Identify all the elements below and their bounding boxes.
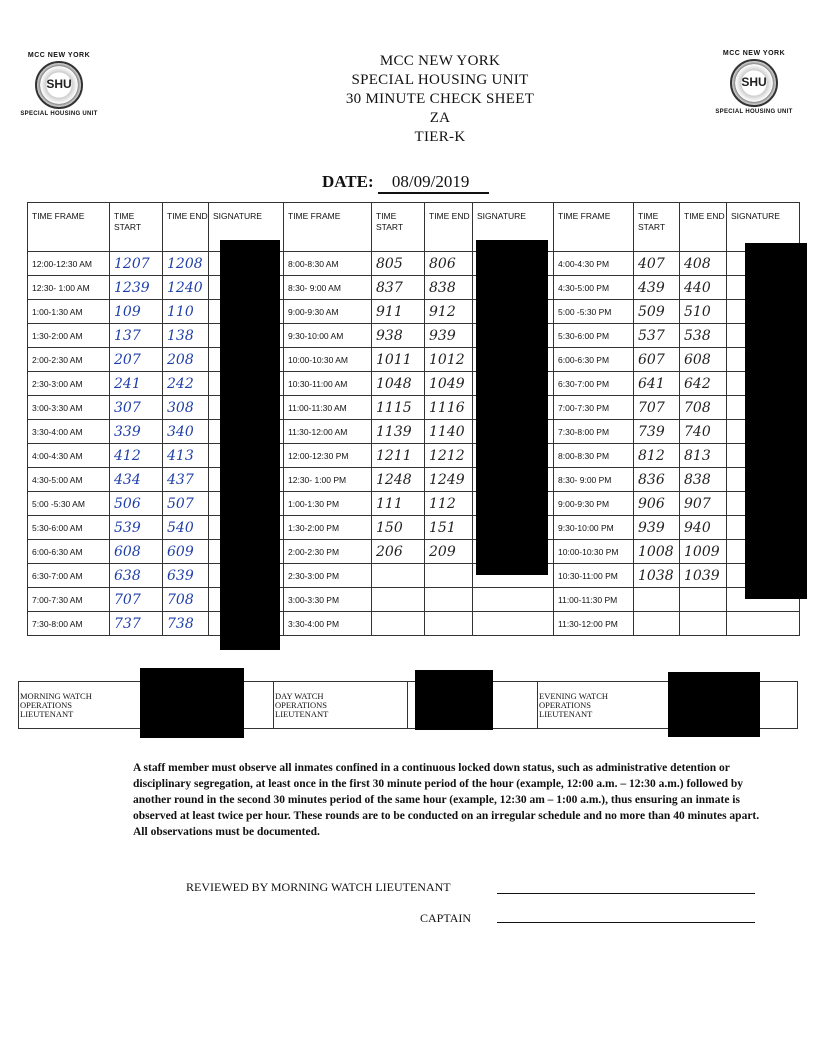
time-frame-cell: 2:30-3:00 AM xyxy=(28,372,110,396)
col-time-start: TIME START xyxy=(634,203,680,252)
time-start-cell: 1239 xyxy=(110,276,163,300)
time-end-cell: 609 xyxy=(163,540,209,564)
time-start-cell: 339 xyxy=(110,420,163,444)
shu-logo-right xyxy=(710,50,798,115)
time-frame-cell: 10:00-10:30 PM xyxy=(554,540,634,564)
time-end-cell: 440 xyxy=(680,276,727,300)
time-frame-cell: 6:00-6:30 AM xyxy=(28,540,110,564)
time-start-cell: 812 xyxy=(634,444,680,468)
time-start-cell: 737 xyxy=(110,612,163,636)
time-end-cell: 838 xyxy=(425,276,473,300)
seal-icon xyxy=(35,61,83,109)
time-end-cell: 507 xyxy=(163,492,209,516)
time-start-cell: 439 xyxy=(634,276,680,300)
time-frame-cell: 3:30-4:00 PM xyxy=(284,612,372,636)
time-frame-cell: 8:00-8:30 PM xyxy=(554,444,634,468)
table-body xyxy=(28,252,800,636)
time-frame-cell: 2:00-2:30 AM xyxy=(28,348,110,372)
signature-cell xyxy=(473,588,554,612)
time-frame-cell: 11:30-12:00 PM xyxy=(554,612,634,636)
time-start-cell: 608 xyxy=(110,540,163,564)
time-frame-cell: 12:30- 1:00 AM xyxy=(28,276,110,300)
time-end-cell xyxy=(425,588,473,612)
time-start-cell: 1048 xyxy=(372,372,425,396)
time-frame-cell: 7:00-7:30 PM xyxy=(554,396,634,420)
time-end-cell: 1012 xyxy=(425,348,473,372)
table-row xyxy=(28,540,800,564)
time-end-cell: 110 xyxy=(163,300,209,324)
time-end-cell: 437 xyxy=(163,468,209,492)
redacted-day-signature xyxy=(415,670,493,730)
time-start-cell: 707 xyxy=(634,396,680,420)
time-frame-cell: 10:00-10:30 AM xyxy=(284,348,372,372)
logo-top-text: MCC NEW YORK xyxy=(27,52,91,59)
time-end-cell: 912 xyxy=(425,300,473,324)
time-frame-cell: 7:30-8:00 PM xyxy=(554,420,634,444)
captain-label: CAPTAIN xyxy=(420,911,472,925)
header-unit: ZA xyxy=(429,110,451,126)
time-end-cell: 1208 xyxy=(163,252,209,276)
time-end-cell: 510 xyxy=(680,300,727,324)
time-frame-cell: 6:30-7:00 PM xyxy=(554,372,634,396)
time-end-cell: 308 xyxy=(163,396,209,420)
day-watch-label-cell xyxy=(273,682,408,728)
logo-bottom-text: SPECIAL HOUSING UNIT xyxy=(20,111,98,117)
time-end-cell: 208 xyxy=(163,348,209,372)
table-row xyxy=(28,252,800,276)
time-start-cell: 137 xyxy=(110,324,163,348)
table-header-row xyxy=(28,203,800,252)
header-line-2: SPECIAL HOUSING UNIT xyxy=(351,72,529,88)
time-start-cell: 837 xyxy=(372,276,425,300)
table-row xyxy=(28,396,800,420)
time-frame-cell: 12:00-12:30 AM xyxy=(28,252,110,276)
time-frame-cell: 3:00-3:30 PM xyxy=(284,588,372,612)
time-end-cell: 907 xyxy=(680,492,727,516)
time-start-cell: 307 xyxy=(110,396,163,420)
time-end-cell: 242 xyxy=(163,372,209,396)
time-end-cell: 540 xyxy=(163,516,209,540)
time-start-cell: 412 xyxy=(110,444,163,468)
signature-cell xyxy=(727,612,800,636)
time-frame-cell: 6:00-6:30 PM xyxy=(554,348,634,372)
time-start-cell: 906 xyxy=(634,492,680,516)
logo-bottom-text: SPECIAL HOUSING UNIT xyxy=(715,109,793,115)
time-frame-cell: 9:30-10:00 PM xyxy=(554,516,634,540)
redacted-signature-2 xyxy=(476,240,548,575)
time-start-cell: 434 xyxy=(110,468,163,492)
time-frame-cell: 4:00-4:30 PM xyxy=(554,252,634,276)
table-row xyxy=(28,612,800,636)
time-end-cell: 408 xyxy=(680,252,727,276)
time-start-cell: 407 xyxy=(634,252,680,276)
time-frame-cell: 4:30-5:00 AM xyxy=(28,468,110,492)
time-start-cell: 638 xyxy=(110,564,163,588)
seal-text: SHU xyxy=(741,75,767,89)
time-end-cell: 838 xyxy=(680,468,727,492)
redacted-signature-1 xyxy=(220,240,280,650)
col-signature: SIGNATURE xyxy=(473,203,554,252)
time-start-cell: 641 xyxy=(634,372,680,396)
time-start-cell: 506 xyxy=(110,492,163,516)
time-frame-cell: 4:00-4:30 AM xyxy=(28,444,110,468)
time-start-cell xyxy=(372,564,425,588)
time-end-cell: 806 xyxy=(425,252,473,276)
time-start-cell: 939 xyxy=(634,516,680,540)
time-start-cell: 509 xyxy=(634,300,680,324)
time-end-cell: 1009 xyxy=(680,540,727,564)
time-frame-cell: 8:30- 9:00 AM xyxy=(284,276,372,300)
time-frame-cell: 11:00-11:30 AM xyxy=(284,396,372,420)
date-value: 08/09/2019 xyxy=(378,172,489,194)
time-frame-cell: 10:30-11:00 AM xyxy=(284,372,372,396)
time-start-cell: 707 xyxy=(110,588,163,612)
time-end-cell: 1140 xyxy=(425,420,473,444)
time-start-cell: 109 xyxy=(110,300,163,324)
header-tier: TIER-K xyxy=(414,129,466,145)
col-signature: SIGNATURE xyxy=(209,203,284,252)
time-frame-cell: 5:00 -5:30 AM xyxy=(28,492,110,516)
shu-logo-left xyxy=(15,52,103,117)
time-frame-cell: 11:00-11:30 PM xyxy=(554,588,634,612)
time-end-cell: 1249 xyxy=(425,468,473,492)
time-end-cell: 151 xyxy=(425,516,473,540)
col-time-frame: TIME FRAME xyxy=(28,203,110,252)
evening-watch-label: EVENING WATCH OPERATIONS LIEUTENANT xyxy=(539,691,609,719)
time-frame-cell: 12:30- 1:00 PM xyxy=(284,468,372,492)
table-row xyxy=(28,372,800,396)
morning-watch-label: MORNING WATCH OPERATIONS LIEUTENANT xyxy=(20,691,92,719)
time-end-cell: 642 xyxy=(680,372,727,396)
time-frame-cell: 1:30-2:00 PM xyxy=(284,516,372,540)
table-row xyxy=(28,516,800,540)
time-start-cell xyxy=(634,588,680,612)
time-frame-cell: 4:30-5:00 PM xyxy=(554,276,634,300)
col-time-end: TIME END xyxy=(425,203,473,252)
time-frame-cell: 9:30-10:00 AM xyxy=(284,324,372,348)
time-frame-cell: 3:30-4:00 AM xyxy=(28,420,110,444)
time-end-cell: 1116 xyxy=(425,396,473,420)
time-start-cell: 206 xyxy=(372,540,425,564)
col-time-start: TIME START xyxy=(110,203,163,252)
time-end-cell xyxy=(680,612,727,636)
time-start-cell: 207 xyxy=(110,348,163,372)
time-frame-cell: 3:00-3:30 AM xyxy=(28,396,110,420)
table-row xyxy=(28,468,800,492)
time-frame-cell: 10:30-11:00 PM xyxy=(554,564,634,588)
time-frame-cell: 8:30- 9:00 PM xyxy=(554,468,634,492)
time-end-cell: 639 xyxy=(163,564,209,588)
time-start-cell: 1207 xyxy=(110,252,163,276)
table-row xyxy=(28,588,800,612)
time-start-cell: 241 xyxy=(110,372,163,396)
time-frame-cell: 9:00-9:30 PM xyxy=(554,492,634,516)
table-row xyxy=(28,348,800,372)
time-start-cell: 1011 xyxy=(372,348,425,372)
reviewed-label: REVIEWED BY MORNING WATCH LIEUTENANT xyxy=(186,880,451,894)
col-time-frame: TIME FRAME xyxy=(284,203,372,252)
col-time-frame: TIME FRAME xyxy=(554,203,634,252)
policy-notice: A staff member must observe all inmates confined in a continuous locked down status, such as administrative detention or disciplinary segregation, at least once in the first 30 minute period of the hour (example, 12:00 a.m. – 12:30 a.m.) followed by another round in the second 30 minutes period of the same hour (example, 12:30 am – 1:00 a.m.), thus ensuring an inmate is observed at least twice per hour. These rounds are to be conducted on an irregular schedule and no more than 40 minutes apart. All observations must be documented. xyxy=(133,762,760,838)
time-end-cell: 1240 xyxy=(163,276,209,300)
table-row xyxy=(28,300,800,324)
seal-text: SHU xyxy=(46,77,72,91)
seal-icon xyxy=(730,59,778,107)
table-row xyxy=(28,492,800,516)
time-end-cell: 740 xyxy=(680,420,727,444)
time-frame-cell: 5:00 -5:30 PM xyxy=(554,300,634,324)
time-end-cell: 538 xyxy=(680,324,727,348)
time-frame-cell: 1:00-1:30 AM xyxy=(28,300,110,324)
time-end-cell: 413 xyxy=(163,444,209,468)
time-frame-cell: 7:00-7:30 AM xyxy=(28,588,110,612)
time-end-cell: 939 xyxy=(425,324,473,348)
time-end-cell: 708 xyxy=(680,396,727,420)
col-time-end: TIME END xyxy=(163,203,209,252)
time-frame-cell: 12:00-12:30 PM xyxy=(284,444,372,468)
time-end-cell xyxy=(680,588,727,612)
time-end-cell: 708 xyxy=(163,588,209,612)
page-header xyxy=(300,52,580,147)
header-line-3: 30 MINUTE CHECK SHEET xyxy=(345,91,535,107)
time-end-cell: 940 xyxy=(680,516,727,540)
time-frame-cell: 1:00-1:30 PM xyxy=(284,492,372,516)
table-row xyxy=(28,420,800,444)
time-frame-cell: 7:30-8:00 AM xyxy=(28,612,110,636)
time-frame-cell: 11:30-12:00 AM xyxy=(284,420,372,444)
time-start-cell: 739 xyxy=(634,420,680,444)
table-row xyxy=(28,444,800,468)
redacted-evening-signature xyxy=(668,672,760,737)
redacted-morning-signature xyxy=(140,668,244,738)
time-frame-cell: 5:30-6:00 PM xyxy=(554,324,634,348)
date-row xyxy=(322,172,489,194)
time-start-cell: 1008 xyxy=(634,540,680,564)
time-frame-cell: 1:30-2:00 AM xyxy=(28,324,110,348)
time-end-cell: 340 xyxy=(163,420,209,444)
time-start-cell: 1248 xyxy=(372,468,425,492)
time-end-cell: 813 xyxy=(680,444,727,468)
table-row xyxy=(28,564,800,588)
time-frame-cell: 6:30-7:00 AM xyxy=(28,564,110,588)
header-line-1: MCC NEW YORK xyxy=(379,53,501,69)
time-start-cell: 537 xyxy=(634,324,680,348)
time-start-cell xyxy=(634,612,680,636)
time-start-cell: 836 xyxy=(634,468,680,492)
time-end-cell: 1212 xyxy=(425,444,473,468)
time-end-cell: 1049 xyxy=(425,372,473,396)
time-frame-cell: 8:00-8:30 AM xyxy=(284,252,372,276)
date-label: DATE: xyxy=(322,172,374,191)
col-signature: SIGNATURE xyxy=(727,203,800,252)
time-frame-cell: 9:00-9:30 AM xyxy=(284,300,372,324)
time-frame-cell: 2:30-3:00 PM xyxy=(284,564,372,588)
day-watch-label: DAY WATCH OPERATIONS LIEUTENANT xyxy=(275,691,329,719)
time-start-cell: 1139 xyxy=(372,420,425,444)
time-start-cell: 1115 xyxy=(372,396,425,420)
time-end-cell xyxy=(425,612,473,636)
time-start-cell: 111 xyxy=(372,492,425,516)
time-end-cell: 1039 xyxy=(680,564,727,588)
logo-top-text: MCC NEW YORK xyxy=(722,50,786,57)
time-end-cell: 209 xyxy=(425,540,473,564)
time-start-cell xyxy=(372,612,425,636)
col-time-end: TIME END xyxy=(680,203,727,252)
time-start-cell xyxy=(372,588,425,612)
table-row xyxy=(28,276,800,300)
col-time-start: TIME START xyxy=(372,203,425,252)
time-start-cell: 607 xyxy=(634,348,680,372)
time-start-cell: 805 xyxy=(372,252,425,276)
time-start-cell: 539 xyxy=(110,516,163,540)
time-start-cell: 938 xyxy=(372,324,425,348)
captain-signature-line xyxy=(497,922,755,923)
check-table xyxy=(27,202,800,636)
time-end-cell: 738 xyxy=(163,612,209,636)
time-end-cell: 138 xyxy=(163,324,209,348)
reviewed-signature-line xyxy=(497,893,755,894)
time-end-cell xyxy=(425,564,473,588)
time-start-cell: 1038 xyxy=(634,564,680,588)
time-start-cell: 911 xyxy=(372,300,425,324)
time-end-cell: 112 xyxy=(425,492,473,516)
time-start-cell: 150 xyxy=(372,516,425,540)
table-row xyxy=(28,324,800,348)
time-end-cell: 608 xyxy=(680,348,727,372)
time-frame-cell: 2:00-2:30 PM xyxy=(284,540,372,564)
signature-cell xyxy=(473,612,554,636)
time-start-cell: 1211 xyxy=(372,444,425,468)
time-frame-cell: 5:30-6:00 AM xyxy=(28,516,110,540)
redacted-signature-3 xyxy=(745,243,807,599)
